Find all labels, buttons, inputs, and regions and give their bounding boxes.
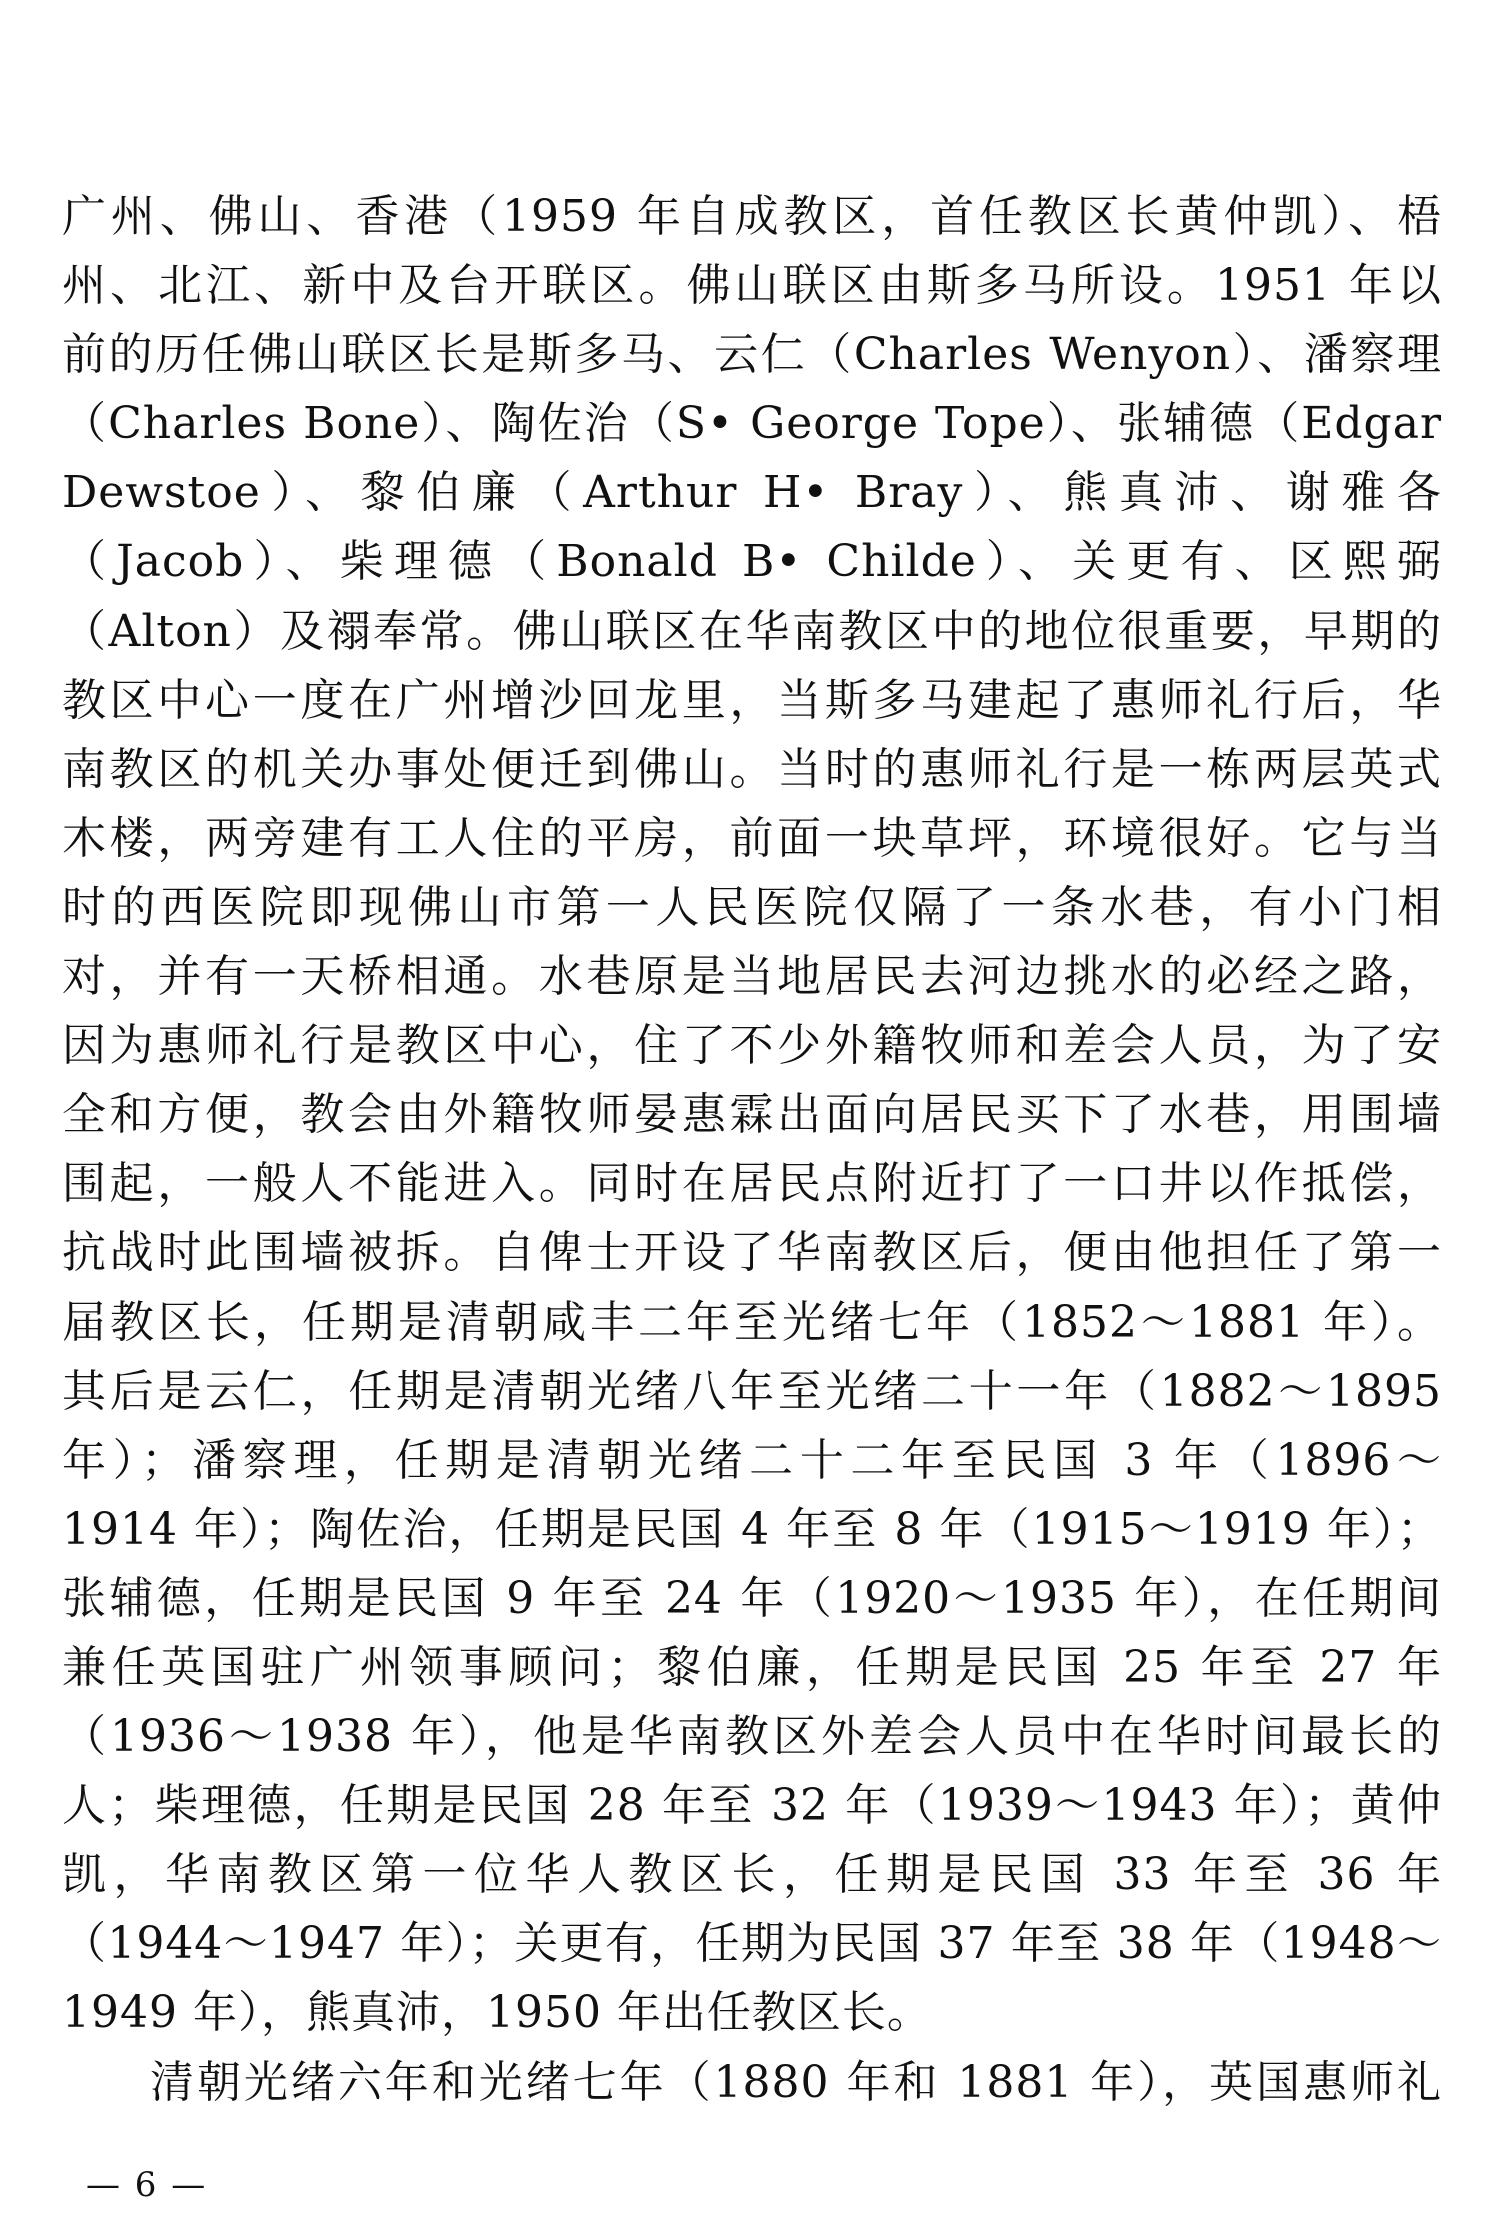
text-line: 对，并有一天桥相通。水巷原是当地居民去河边挑水的必经之路， [62,951,1442,1003]
text-line: 州、北江、新中及台开联区。佛山联区由斯多马所设。1951 年以 [62,260,1442,312]
text-line: 人；柴理德，任期是民国 28 年至 32 年（1939～1943 年）；黄仲 [62,1780,1442,1832]
text-line: 时的西医院即现佛山市第一人民医院仅隔了一条水巷，有小门相 [62,881,1442,933]
text-line: 广州、佛山、香港（1959 年自成教区，首任教区长黄仲凯）、梧 [62,191,1442,242]
text-line: （Charles Bone）、陶佐治（S• George Tope）、张辅德（Edgar [62,398,1442,450]
text-line: 南教区的机关办事处便迁到佛山。当时的惠师礼行是一栋两层英式 [62,743,1442,795]
text-line: 前的历任佛山联区长是斯多马、云仁（Charles Wenyon）、潘察理 [62,329,1442,381]
text-line: 因为惠师礼行是教区中心，住了不少外籍牧师和差会人员，为了安 [62,1020,1442,1072]
text-line: 兼任英国驻广州领事顾问；黎伯廉，任期是民国 25 年至 27 年 [62,1641,1442,1693]
text-line: 抗战时此围墙被拆。自俾士开设了华南教区后，便由他担任了第一 [62,1227,1442,1279]
text-line: 其后是云仁，任期是清朝光绪八年至光绪二十一年（1882～1895 [62,1365,1442,1417]
text-line: 届教区长，任期是清朝咸丰二年至光绪七年（1852～1881 年）。 [62,1296,1442,1348]
text-line: Dewstoe）、黎伯廉（Arthur H• Bray）、熊真沛、谢雅各 [62,467,1442,519]
text-line: （1944～1947 年）；关更有，任期为民国 37 年至 38 年（1948～ [62,1918,1442,1970]
text-line: 围起，一般人不能进入。同时在居民点附近打了一口井以作抵偿， [62,1158,1442,1210]
text-line: 1914 年）；陶佐治，任期是民国 4 年至 8 年（1915～1919 年）； [62,1503,1442,1555]
text-line: 年）；潘察理，任期是清朝光绪二十二年至民国 3 年（1896～ [62,1434,1442,1486]
text-line: 教区中心一度在广州增沙回龙里，当斯多马建起了惠师礼行后，华 [62,674,1442,726]
text-line: （Alton）及禤奉常。佛山联区在华南教区中的地位很重要，早期的 [62,605,1442,657]
text-line: （1936～1938 年），他是华南教区外差会人员中在华时间最长的 [62,1711,1442,1763]
text-line: 全和方便，教会由外籍牧师晏惠霖出面向居民买下了水巷，用围墙 [62,1089,1442,1141]
text-line: 1949 年），熊真沛，1950 年出任教区长。 [62,1987,932,2039]
text-line: 张辅德，任期是民国 9 年至 24 年（1920～1935 年），在任期间 [62,1572,1442,1624]
text-line: （Jacob）、柴理德（Bonald B• Childe）、关更有、区熙弼 [62,536,1442,588]
page-number: — 6 — [86,2165,208,2205]
text-line: 木楼，两旁建有工人住的平房，前面一块草坪，环境很好。它与当 [62,812,1442,864]
paragraph-start-line: 清朝光绪六年和光绪七年（1880 年和 1881 年），英国惠师礼 [150,2056,1442,2108]
text-line: 凯，华南教区第一位华人教区长，任期是民国 33 年至 36 年 [62,1849,1442,1901]
body-text [62,182,1442,2117]
